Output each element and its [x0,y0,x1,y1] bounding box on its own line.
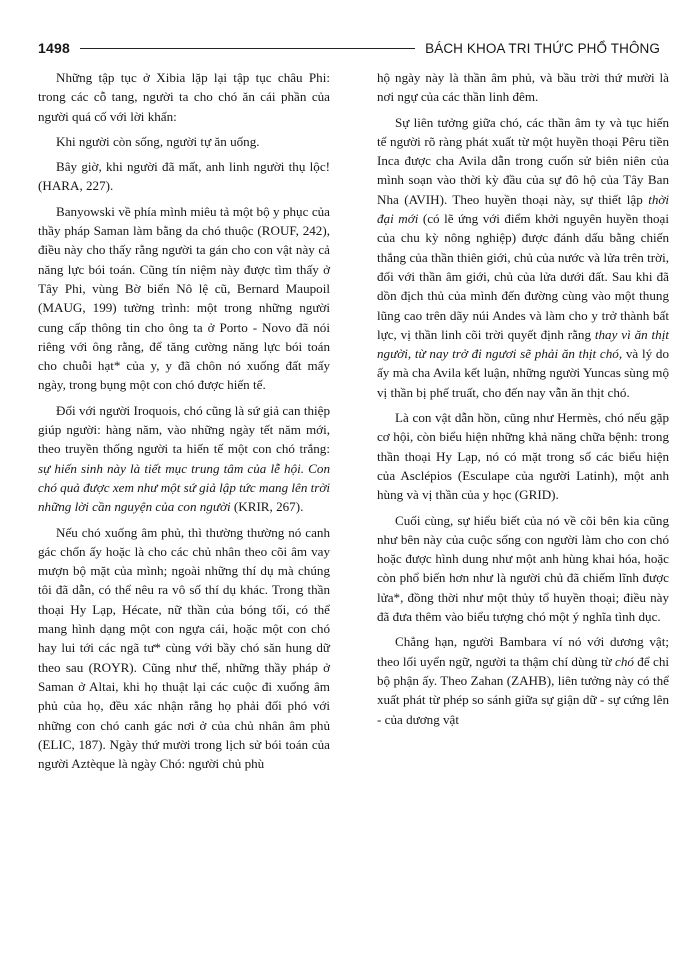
paragraph [38,132,330,151]
italic-text: chó [615,653,634,669]
left-text-column [38,68,330,779]
text-run: Bây giờ, khi người đã mất, anh linh người thụ lộc! (HARA, 227). [38,159,330,194]
text-run: Nếu chó xuống âm phủ, thì thường thường nó canh gác chốn ấy hoặc là cho các chủ nhân theo cõi âm vay mượn bộ mặt của mình; ngoài những thí dụ mà chúng tôi đã dẫn, có thể nêu ra vô số thí dụ khác. Trong thần thoại Hy Lạp, Hécate, nữ thần của bóng tối, có thể mang hình dạng một con ngựa cái, hoặc một con chó hay lui tới các ngã tư* cùng với bầy chó săn hung dữ theo sau (ROYR). Cũng như thế, những thầy pháp ở Saman ở Altai, khi họ thuật lại các cuộc đi xuống âm phủ của họ, đều xác nhận rằng họ phải đối phó với những con chó canh gác nơi ở của chủ nhân âm phủ (ELIC, 187). Ngày thứ mười trong lịch sử bói toán của người Aztèque là ngày Chó: người chủ phù [38,524,330,772]
text-run: Banyowski về phía mình miêu tả một bộ y phục của thầy pháp Saman làm bằng da chó thuộc (ROUF, 242), điều này cho thấy rằng người ta gán cho con vật này cả năng lực bói toán. Cũng tín niệm này được tìm thấy ở Tây Phi, vùng Bờ biển Nô lệ cũ, Bernard Maupoil (MAUG, 199) tường trình: một trong những người cung cấp thông tin cho ông ta ở Porto - Novo đã nói riêng với ông rằng, để tăng cường năng lực bói toán cho chuỗi hạt* của y, y đã chôn nó xuống đất mấy ngày, trong bụng một con chó được hiến tế. [38,203,330,393]
right-text-column [377,68,669,735]
running-title: BÁCH KHOA TRI THỨC PHỔ THÔNG [425,40,660,56]
italic-text: sự hiến sinh này là tiết mục trung tâm của lễ hội. Con chó quả được xem như một sứ giả lập tức mang lên trời những lời cần nguyện của con người [38,460,331,515]
paragraph [38,68,330,126]
paragraph [38,157,330,196]
paragraph [377,632,669,728]
text-run: Sự liên tưởng giữa chó, các thần âm ty và tục hiến tế người rõ ràng phát xuất từ một huyền thoại Pêru tiền Inca được cha Avila dẫn trong cuốn sử biên niên của mình soạn vào thời kỳ đầu của sự đô hộ của Tây Ban Nha (AVIH). Theo huyền thoại này, sự thiết lập [377,114,669,207]
paragraph [377,408,669,504]
text-run: (có lẽ ứng với điểm khởi nguyên huyền thoại của chu kỳ nông nghiệp) được đánh dấu bằng chiến thắng của thần thiên giới, chủ của nước và lửa trên trời, đối với thần âm giới, chủ của lửa dưới đất. Sau khi đã dồn địch thủ của mình đến đường cùng vào một thung lũng cao trên dãy núi Andes và làm cho y trở thành bất lực, vị thần linh cõi trời quyết định rằng [377,211,669,342]
paragraph [377,113,669,402]
paragraph [377,511,669,627]
text-run: hộ ngày này là thần âm phủ, và bầu trời thứ mười là nơi ngự của các thần linh đêm. [377,70,669,105]
text-run: Chẳng hạn, người Bambara ví nó với dương vật; theo lối uyển ngữ, người ta thậm chí dùng từ [377,634,669,669]
page-number: 1498 [38,40,70,56]
paragraph [38,202,330,395]
text-run: Khi người còn sống, người tự ăn uống. [56,133,260,149]
text-run: , và lý do ấy mà cha Avila kết luận, những người Yuncas sùng mộ vị thần bị phế truất, cho đến nay vẫn ăn thịt chó. [377,346,669,400]
text-run: Đối với người Iroquois, chó cũng là sứ giả can thiệp giúp người: hàng năm, vào những ngày tết năm mới, theo truyền thống người ta hiến tế một con chó trắng: [38,402,330,457]
text-run: Những tập tục ở Xibia lặp lại tập tục châu Phi: trong các cỗ tang, người ta cho chó ăn cái phần của người quá cố với lời khấn: [38,70,330,124]
paragraph [377,68,669,107]
text-run: (KRIR, 267). [230,499,304,515]
paragraph [38,523,330,774]
text-run: Cuối cùng, sự hiểu biết của nó về cõi bên kia cũng như bên này của cuộc sống con người làm cho con chó hoặc được hình dung như một anh hùng khai hóa, hoặc còn phổ biến hơn như là người chủ đã chiếm lĩnh được lửa*, đồng thời như một thủy tổ huyền thoại; điều này đã đưa thêm vào biểu tượng chó một ý nghĩa tình dục. [377,512,669,625]
paragraph [38,401,330,517]
text-run: để chỉ bộ phận ấy. Theo Zahan (ZAHB), liên tưởng này có thể xuất phát từ phép so sánh giữa sự giận dữ - sự cứng lên - của dương vật [377,653,669,727]
header-rule [80,48,415,49]
italic-text: thay vì ăn thịt người, từ nay trở đi ngươi sẽ phải ăn thịt chó [377,326,669,362]
italic-text: thời đại mới [377,191,669,227]
text-run: Là con vật dẫn hồn, cũng như Hermès, chó nếu gặp cơ hội, còn biểu hiện những khả năng chữa bệnh: trong thần thoại Hy Lạp, nó có mặt trong số các biểu hiện của Asclépios (Esculape của người Latinh), một anh hùng và vị thần của y học (GRID). [377,410,669,503]
page-header [38,38,660,58]
